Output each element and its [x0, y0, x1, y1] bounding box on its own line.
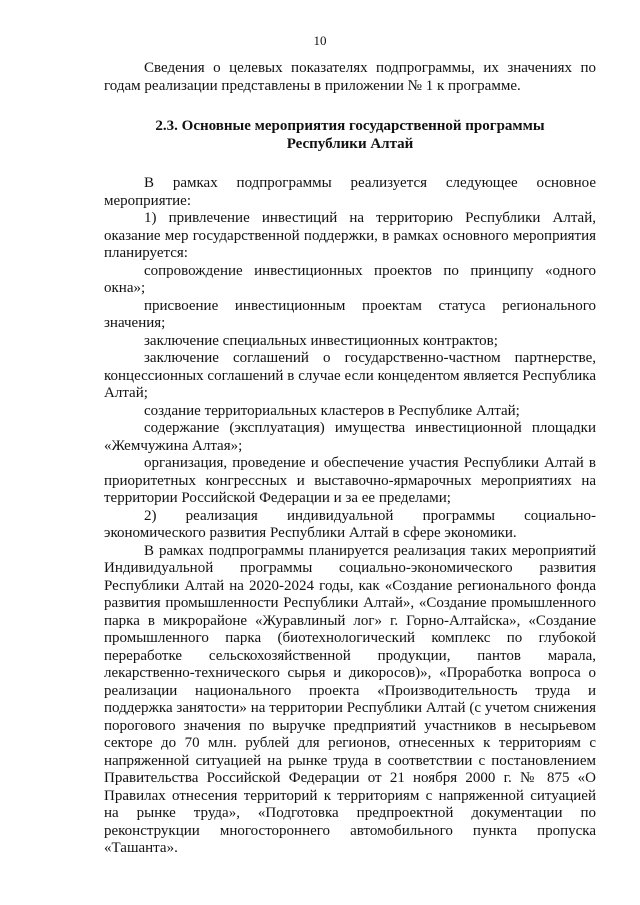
body-paragraph: заключение специальных инвестиционных контрактов; [144, 332, 498, 349]
page-number: 10 [313, 33, 327, 48]
body-paragraph: сопровождение инвестиционных проектов по принципу «одного окна»; [104, 262, 596, 296]
body-paragraph: создание территориальных кластеров в Республике Алтай; [144, 402, 520, 419]
body-paragraph: присвоение инвестиционным проектам статуса регионального значения; [104, 297, 596, 331]
body-paragraph: заключение соглашений о государственно-частном партнерстве, концессионных соглашений в случае если концедентом является Республика Алтай; [104, 350, 596, 401]
section-heading [104, 117, 596, 153]
body-paragraph: организация, проведение и обеспечение участия Республики Алтай в приоритетных конгрессных и выставочно-ярмарочных мероприятиях на территории Российской Федерации и за ее пределами; [104, 455, 596, 506]
section-heading-line-1: 2.3. Основные мероприятия государственной программы [155, 118, 545, 134]
body-paragraph: 1) привлечение инвестиций на территорию Республики Алтай, оказание мер государственной поддержки, в рамках основного мероприятия планируется: [104, 210, 596, 261]
body-paragraph: В рамках подпрограммы планируется реализация таких мероприятий Индивидуальной программы социально-экономического развития Республики Алтай на 2020-2024 годы, как «Создание регионального фонда развития промышленности Республики Алтай», «Создание промышленного парка в микрорайоне «Журавлиный лог» г. Горно-Алтайска», «Создание промышленного парка (биотехнологический комплекс по глубокой переработке сельскохозяйственной продукции, пантов марала, лекарственно-технического сырья и дикоросов)», «Проработка вопроса о реализации национального проекта «Производительность труда и поддержка занятости» на территории Республики Алтай (с учетом снижения порогового значения по выручке предприятий участников в несырьевом секторе до 70 млн. рублей для регионов, отнесенных к территориям с напряженной ситуацией на рынке труда в соответствии с постановлением Правительства Российской Федерации от 21 ноября 2000 г. № 875 «О Правилах отнесения территорий к территориям с напряженной ситуацией на рынке труда», «Подготовка предпроектной документации по реконструкции многостороннего автомобильного пункта пропуска «Ташанта». [104, 542, 596, 856]
section-heading-line-2: Республики Алтай [286, 136, 414, 152]
body-paragraph: 2) реализация индивидуальной программы социально-экономического развития Республики Алтай в сфере экономики. [104, 507, 596, 541]
document-body [104, 60, 596, 858]
body-paragraph: В рамках подпрограммы реализуется следующее основное мероприятие: [104, 175, 596, 209]
intro-paragraph: Сведения о целевых показателях подпрограммы, их значениях по годам реализации представлены в приложении № 1 к программе. [104, 60, 596, 94]
body-paragraph: содержание (эксплуатация) имущества инвестиционной площадки «Жемчужина Алтая»; [104, 420, 596, 454]
